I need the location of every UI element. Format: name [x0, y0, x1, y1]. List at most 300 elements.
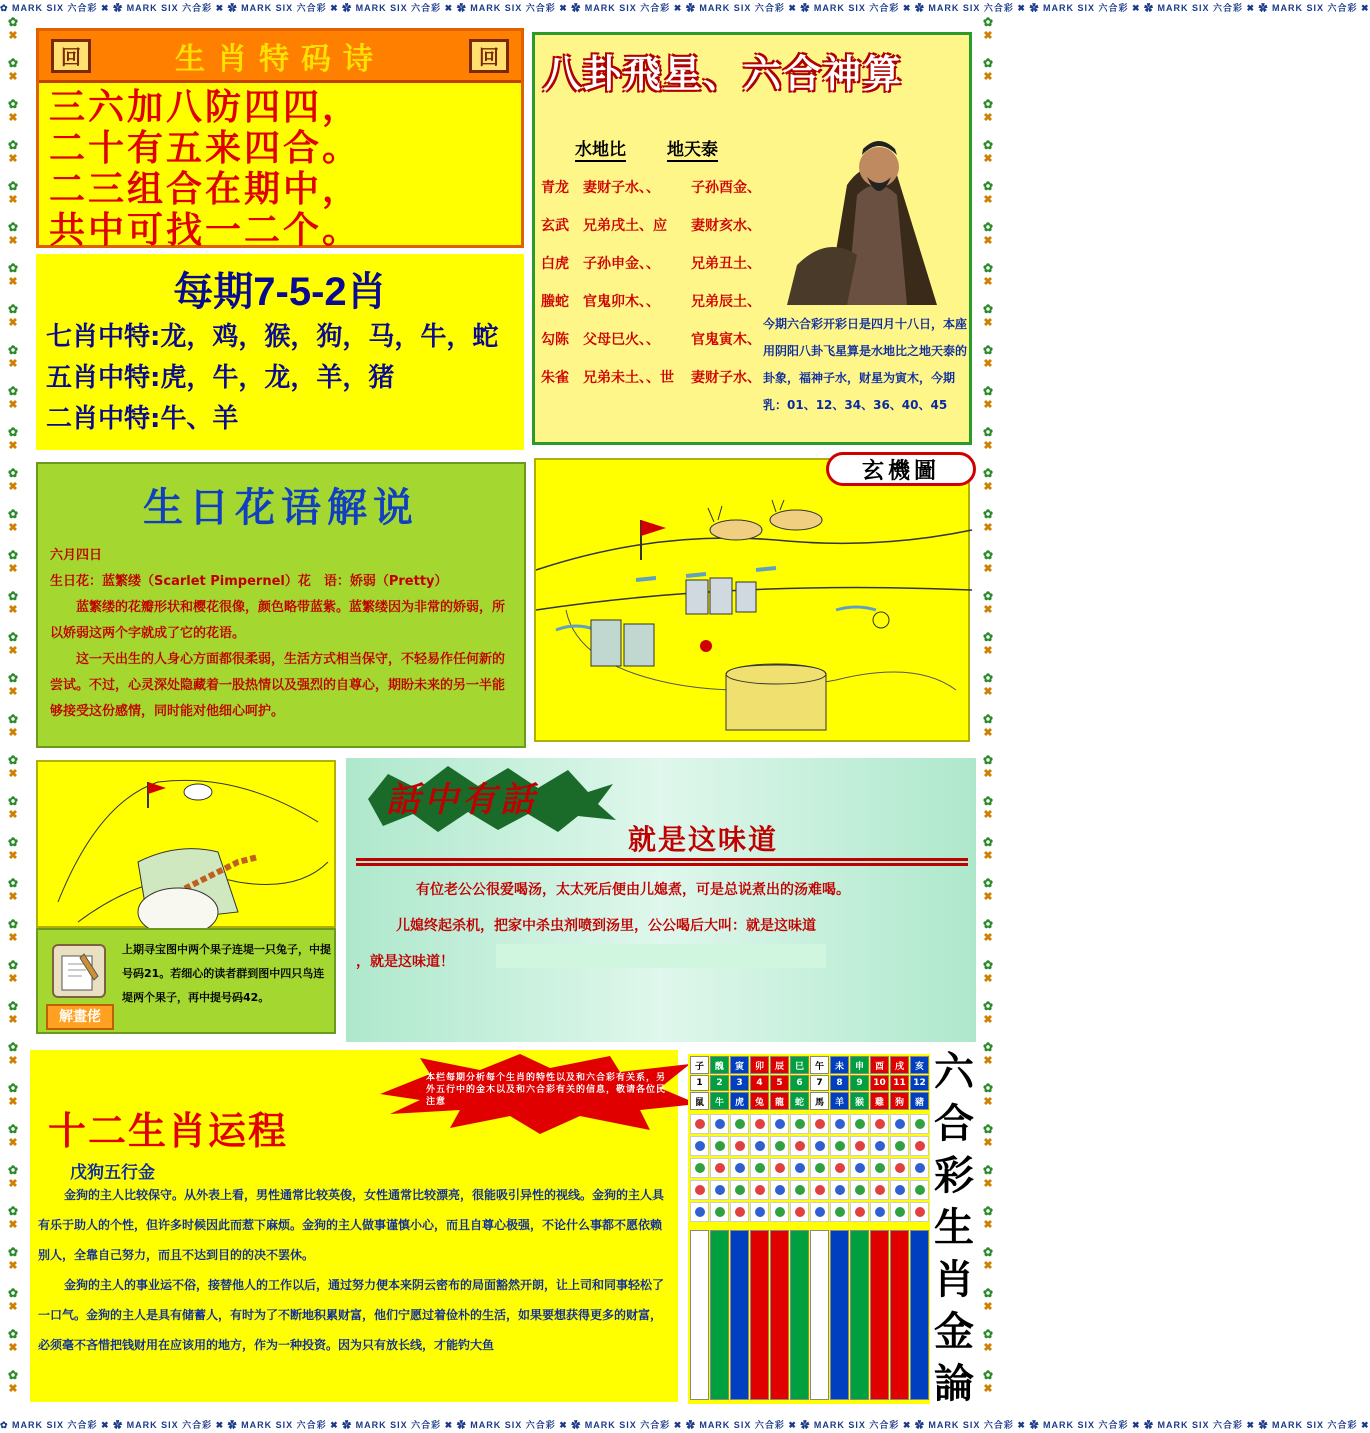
grid-ball-cell: [750, 1158, 769, 1178]
cross-icon: ✖: [8, 932, 18, 944]
cross-icon: ✖: [8, 153, 18, 165]
ball-icon: [855, 1141, 865, 1151]
grid-branch: 醜: [710, 1056, 729, 1074]
bagua-left-cell: 螣蛇 官鬼卯木、、: [541, 294, 660, 310]
zodiac-pick-title: 每期7-5-2肖: [173, 270, 387, 314]
cross-icon: ✖: [983, 768, 993, 780]
grid-ball-cell: [730, 1202, 749, 1222]
zodiac-grid: [688, 1054, 930, 1404]
watermark-bottom: [0, 1417, 1370, 1433]
watermark-left: [0, 16, 26, 1417]
flower-icon: ✿: [7, 179, 19, 193]
ball-icon: [835, 1141, 845, 1151]
flower-icon: ✿: [7, 835, 19, 849]
grid-ball-cell: [830, 1114, 849, 1134]
zodiac-pick-row: 二肖中特:牛、羊: [46, 404, 239, 434]
cross-icon: ✖: [8, 522, 18, 534]
cross-icon: ✖: [983, 1301, 993, 1313]
fortune-text: [38, 1180, 672, 1360]
grid-ball-cell: [910, 1114, 929, 1134]
flower-icon: ✿: [982, 384, 994, 398]
bagua-right-cell: 兄弟辰土、: [691, 294, 761, 310]
cross-icon: ✖: [983, 563, 993, 575]
cross-icon: ✖: [8, 1096, 18, 1108]
grid-animal: 龍: [770, 1092, 789, 1110]
joke-panel: [346, 758, 976, 1042]
cross-icon: ✖: [983, 1055, 993, 1067]
joke-subtitle: 就是这味道: [628, 823, 779, 856]
cross-icon: ✖: [983, 153, 993, 165]
flower-icon: ✿: [982, 507, 994, 521]
poem-header: [39, 31, 521, 83]
flower-icon: ✿: [7, 15, 19, 29]
ball-icon: [795, 1207, 805, 1217]
cross-icon: ✖: [983, 973, 993, 985]
flower-icon: ✿: [982, 548, 994, 562]
bagua-head-right: 地天泰: [667, 135, 718, 162]
cross-icon: ✖: [8, 481, 18, 493]
flower-icon: ✿: [7, 138, 19, 152]
cross-icon: ✖: [8, 112, 18, 124]
cross-icon: ✖: [983, 809, 993, 821]
ball-icon: [855, 1207, 865, 1217]
ball-icon: [695, 1163, 705, 1173]
grid-ball-cell: [830, 1202, 849, 1222]
fortune-subtitle: 戊狗五行金: [70, 1163, 155, 1183]
grid-number: 11: [890, 1075, 909, 1091]
cross-icon: ✖: [983, 1342, 993, 1354]
poem-title: 生肖特码诗: [175, 41, 385, 77]
flower-icon: ✿: [7, 671, 19, 685]
flower-icon: ✿: [7, 589, 19, 603]
grid-ball-cell: [690, 1180, 709, 1200]
flower-icon: ✿: [982, 15, 994, 29]
grid-lower-column: [730, 1230, 749, 1400]
ball-icon: [735, 1119, 745, 1129]
flower-icon: ✿: [982, 630, 994, 644]
cross-icon: ✖: [8, 194, 18, 206]
cross-icon: ✖: [8, 317, 18, 329]
poem-lines: [39, 83, 521, 255]
liuhe-title-char: 合: [934, 1100, 974, 1147]
grid-lower-column: [910, 1230, 929, 1400]
joke-paragraph: ，就是这味道！: [356, 954, 454, 970]
grid-ball-cell: [790, 1180, 809, 1200]
cross-icon: ✖: [983, 1219, 993, 1231]
flower-icon: ✿: [7, 97, 19, 111]
flower-icon: ✿: [7, 712, 19, 726]
grid-ball-cell: [890, 1180, 909, 1200]
flower-icon: ✿: [7, 1245, 19, 1259]
cross-icon: ✖: [8, 358, 18, 370]
grid-ball-cell: [830, 1136, 849, 1156]
grid-ball-cell: [730, 1180, 749, 1200]
puzzle-picture: [534, 458, 970, 742]
cross-icon: ✖: [8, 235, 18, 247]
grid-lower-column: [810, 1230, 829, 1400]
grid-ball-cell: [750, 1202, 769, 1222]
cross-icon: ✖: [983, 891, 993, 903]
ball-icon: [775, 1119, 785, 1129]
grid-ball-cell: [850, 1136, 869, 1156]
grid-ball-cell: [810, 1114, 829, 1134]
ball-icon: [875, 1163, 885, 1173]
cross-icon: ✖: [8, 1137, 18, 1149]
flower-date: 六月四日: [50, 548, 103, 563]
ball-icon: [815, 1141, 825, 1151]
bagua-left-cell: 白虎 子孙申金、、: [541, 256, 660, 272]
flower-icon: ✿: [982, 917, 994, 931]
ball-icon: [815, 1207, 825, 1217]
grid-number: 2: [710, 1075, 729, 1091]
flower-icon: ✿: [982, 343, 994, 357]
flower-icon: ✿: [7, 1163, 19, 1177]
bagua-right-cell: 官鬼寅木、: [691, 332, 761, 348]
grid-ball-cell: [790, 1136, 809, 1156]
grid-number: 12: [910, 1075, 929, 1091]
cross-icon: ✖: [983, 481, 993, 493]
ball-icon: [735, 1141, 745, 1151]
cross-icon: ✖: [8, 1219, 18, 1231]
ball-icon: [755, 1185, 765, 1195]
flower-icon: ✿: [982, 220, 994, 234]
cross-icon: ✖: [983, 235, 993, 247]
grid-ball-cell: [730, 1158, 749, 1178]
grid-number: 10: [870, 1075, 889, 1091]
grid-animal: 馬: [810, 1092, 829, 1110]
ball-icon: [715, 1163, 725, 1173]
grid-ball-cell: [710, 1114, 729, 1134]
ball-icon: [835, 1185, 845, 1195]
flower-icon: ✿: [7, 220, 19, 234]
ball-icon: [915, 1141, 925, 1151]
cross-icon: ✖: [983, 727, 993, 739]
bagua-left-cell: 朱雀 兄弟未土、、世: [541, 370, 674, 386]
flower-icon: ✿: [7, 302, 19, 316]
grid-branch: 子: [690, 1056, 709, 1074]
ball-icon: [775, 1185, 785, 1195]
cross-icon: ✖: [8, 1014, 18, 1026]
ball-icon: [755, 1163, 765, 1173]
grid-branch: 酉: [870, 1056, 889, 1074]
ball-icon: [875, 1207, 885, 1217]
ball-icon: [795, 1141, 805, 1151]
cross-icon: ✖: [983, 30, 993, 42]
ball-icon: [875, 1119, 885, 1129]
flower-icon: ✿: [982, 466, 994, 480]
ball-icon: [815, 1119, 825, 1129]
cross-icon: ✖: [8, 1301, 18, 1313]
ball-icon: [755, 1119, 765, 1129]
grid-ball-cell: [690, 1202, 709, 1222]
poem-panel: [36, 28, 524, 251]
ball-icon: [695, 1119, 705, 1129]
cross-icon: ✖: [983, 686, 993, 698]
grid-lower-column: [750, 1230, 769, 1400]
flower-icon: ✿: [7, 794, 19, 808]
cross-icon: ✖: [983, 194, 993, 206]
cross-icon: ✖: [8, 686, 18, 698]
grid-branch: 寅: [730, 1056, 749, 1074]
cross-icon: ✖: [8, 809, 18, 821]
flower-icon: ✿: [982, 876, 994, 890]
ball-icon: [915, 1163, 925, 1173]
cross-icon: ✖: [8, 1342, 18, 1354]
grid-number: 5: [770, 1075, 789, 1091]
grid-ball-cell: [690, 1158, 709, 1178]
grid-ball-cell: [850, 1158, 869, 1178]
zodiac-fortune-panel: [30, 1050, 678, 1402]
cross-icon: ✖: [983, 1260, 993, 1272]
ball-icon: [735, 1207, 745, 1217]
flower-icon: ✿: [7, 384, 19, 398]
poem-line: 共中可找一二个。: [49, 209, 362, 251]
bagua-title: 八卦飛星、六合神算: [543, 51, 904, 96]
cross-icon: ✖: [983, 440, 993, 452]
flower-icon: ✿: [982, 589, 994, 603]
flower-icon: ✿: [7, 548, 19, 562]
ball-icon: [915, 1119, 925, 1129]
previous-puzzle-drawing: [38, 762, 338, 930]
zodiac-pick-panel: [36, 254, 524, 450]
grid-ball-cell: [770, 1202, 789, 1222]
grid-ball-cell: [690, 1136, 709, 1156]
grid-lower-column: [870, 1230, 889, 1400]
grid-branch: 卯: [750, 1056, 769, 1074]
watermark-top: [0, 0, 1370, 16]
flower-icon: ✿: [7, 917, 19, 931]
poem-line: 二三组合在期中，: [49, 168, 362, 210]
cross-icon: ✖: [8, 71, 18, 83]
ball-icon: [795, 1119, 805, 1129]
grid-ball-cell: [870, 1202, 889, 1222]
grid-branch: 亥: [910, 1056, 929, 1074]
ball-icon: [915, 1185, 925, 1195]
liuhe-title-char: 彩: [934, 1152, 974, 1199]
ball-icon: [835, 1207, 845, 1217]
bagua-right-cell: 妻财亥水、: [691, 218, 761, 234]
flower-icon: ✿: [982, 302, 994, 316]
cross-icon: ✖: [983, 1014, 993, 1026]
flower-icon: ✿: [7, 1368, 19, 1382]
fortune-title: 十二生肖运程: [48, 1109, 289, 1153]
grid-ball-cell: [890, 1114, 909, 1134]
cross-icon: ✖: [983, 1178, 993, 1190]
grid-number: 8: [830, 1075, 849, 1091]
xuanji-badge: 玄機圖: [826, 452, 976, 486]
ball-icon: [895, 1119, 905, 1129]
bagua-left-cell: 玄武 兄弟戌土、应: [541, 218, 667, 234]
flower-icon: ✿: [982, 1040, 994, 1054]
cross-icon: ✖: [8, 1383, 18, 1395]
fortune-burst-text: 本栏每期分析每个生肖的特性以及和六合彩有关系，另外五行中的金木以及和六合彩有关的信息，敬请各位民注意: [426, 1073, 667, 1107]
grid-ball-cell: [710, 1136, 729, 1156]
poem-box-icon: 回: [51, 39, 91, 73]
grid-ball-cell: [790, 1158, 809, 1178]
flower-icon: ✿: [982, 999, 994, 1013]
zodiac-pick-row: 七肖中特:龙，鸡，猴，狗，马，牛，蛇: [46, 322, 499, 352]
poem-line: 二十有五来四合。: [49, 127, 362, 169]
cross-icon: ✖: [8, 1178, 18, 1190]
liuhe-title-char: 論: [934, 1360, 974, 1407]
grid-ball-cell: [870, 1180, 889, 1200]
bagua-right-cell: 兄弟丑土、: [691, 256, 761, 272]
flower-icon: ✿: [982, 753, 994, 767]
puzzle-answer-panel: [36, 928, 336, 1034]
grid-ball-cell: [730, 1136, 749, 1156]
grid-ball-cell: [750, 1114, 769, 1134]
grid-branch: 巳: [790, 1056, 809, 1074]
cross-icon: ✖: [983, 850, 993, 862]
sage-illustration: [767, 115, 967, 315]
grid-lower-column: [830, 1230, 849, 1400]
grid-animal: 虎: [730, 1092, 749, 1110]
ball-icon: [875, 1185, 885, 1195]
previous-puzzle-picture: [36, 760, 336, 928]
grid-ball-cell: [750, 1180, 769, 1200]
flower-title: 生日花语解说: [143, 484, 419, 531]
flower-paragraph: 蓝繁缕的花瓣形状和樱花很像，颜色略带蓝紫。蓝繁缕因为非常的娇弱，所以娇弱这两个字就成了它的花语。: [50, 600, 506, 641]
flower-icon: ✿: [982, 97, 994, 111]
grid-ball-cell: [810, 1158, 829, 1178]
ball-icon: [915, 1207, 925, 1217]
flower-icon: ✿: [982, 835, 994, 849]
flower-icon: ✿: [7, 466, 19, 480]
watermark-strip: ✿ MARK SIX 六合彩 ✖ ✿ MARK SIX 六合彩 ✖ ✿ MARK SIX 六合彩 ✖ ✿ MARK SIX 六合彩 ✖ ✿ MARK SIX 六合彩 ✖ ✿ MARK SIX 六合彩 ✖ ✿ MARK SIX 六合彩 ✖ ✿ MARK SIX 六合彩 ✖ ✿ MARK SIX 六合彩 ✖ ✿ MARK SIX 六合彩 ✖ ✿ MARK SIX 六合彩 ✖ ✿ MARK SIX 六合彩 ✖: [0, 1420, 1370, 1430]
ball-icon: [815, 1163, 825, 1173]
flower-icon: ✿: [7, 753, 19, 767]
grid-ball-cell: [910, 1202, 929, 1222]
ball-icon: [695, 1207, 705, 1217]
flower-icon: ✿: [7, 425, 19, 439]
flower-icon: ✿: [982, 1368, 994, 1382]
grid-ball-cell: [850, 1180, 869, 1200]
grid-ball-cell: [770, 1158, 789, 1178]
grid-lower-column: [790, 1230, 809, 1400]
cross-icon: ✖: [983, 317, 993, 329]
ball-icon: [895, 1163, 905, 1173]
grid-branch: 辰: [770, 1056, 789, 1074]
cross-icon: ✖: [983, 276, 993, 288]
ball-icon: [755, 1141, 765, 1151]
cross-icon: ✖: [983, 932, 993, 944]
grid-branch: 午: [810, 1056, 829, 1074]
grid-ball-cell: [710, 1158, 729, 1178]
cross-icon: ✖: [8, 645, 18, 657]
joke-paragraph: 有位老公公很爱喝汤，太太死后便由儿媳煮，可是总说煮出的汤难喝。: [416, 882, 850, 898]
flower-icon: ✿: [982, 261, 994, 275]
poem-line: 三六加八防四四，: [49, 86, 362, 128]
cross-icon: ✖: [8, 1260, 18, 1272]
grid-number: 9: [850, 1075, 869, 1091]
grid-animal: 猴: [850, 1092, 869, 1110]
ball-icon: [715, 1141, 725, 1151]
flower-icon: ✿: [7, 1122, 19, 1136]
fortune-paragraph: 金狗的主人的事业运不俗，接替他人的工作以后，通过努力便本来阴云密布的局面豁然开朗，让上司和同事轻松了一口气。金狗的主人是具有储蓄人，有时为了不断地积累财富，他们宁愿过着俭朴的生活，如果要想获得更多的财富，必须毫不吝惜把钱财用在应该用的地方，作为一种投资。因为只有放长线，才能钓大鱼: [38, 1278, 665, 1352]
grid-ball-cell: [890, 1158, 909, 1178]
cross-icon: ✖: [983, 71, 993, 83]
grid-lower-column: [890, 1230, 909, 1400]
flower-line1: 生日花：蓝繁缕（Scarlet Pimpernel）花 语：娇弱（Pretty）: [50, 574, 448, 589]
grid-animal: 雞: [870, 1092, 889, 1110]
grid-animal: 豬: [910, 1092, 929, 1110]
grid-lower-column: [850, 1230, 869, 1400]
ball-icon: [715, 1185, 725, 1195]
flower-icon: ✿: [7, 958, 19, 972]
cross-icon: ✖: [983, 522, 993, 534]
grid-animal: 羊: [830, 1092, 849, 1110]
cross-icon: ✖: [8, 30, 18, 42]
cross-icon: ✖: [8, 768, 18, 780]
joke-paragraph: 儿媳终起杀机，把家中杀虫剂喷到汤里，公公喝后大叫：就是这味道: [396, 918, 816, 934]
grid-number: 4: [750, 1075, 769, 1091]
grid-animal: 兔: [750, 1092, 769, 1110]
puzzle-answer-label: 解畫佬: [46, 1004, 114, 1030]
flower-icon: ✿: [982, 56, 994, 70]
grid-number: 1: [690, 1075, 709, 1091]
ball-icon: [695, 1185, 705, 1195]
grid-animal: 牛: [710, 1092, 729, 1110]
puzzle-drawing: [536, 460, 972, 744]
joke-text: [356, 872, 968, 980]
bagua-left-cell: 青龙 妻财子水、、: [541, 180, 660, 196]
ball-icon: [795, 1163, 805, 1173]
flower-icon: ✿: [7, 1327, 19, 1341]
bagua-panel: [532, 32, 972, 445]
flower-icon: ✿: [982, 425, 994, 439]
grid-branch: 戌: [890, 1056, 909, 1074]
grid-ball-cell: [770, 1180, 789, 1200]
bagua-right-cell: 妻财子水、: [691, 370, 761, 386]
flower-paragraph: 这一天出生的人身心方面都很柔弱，生活方式相当保守，不轻易作任何新的尝试。不过，心灵深处隐藏着一股热情以及强烈的自尊心，期盼未来的另一半能够接受这份感情，同时能对他细心呵护。: [50, 652, 506, 719]
grid-animal: 鼠: [690, 1092, 709, 1110]
grid-ball-cell: [830, 1158, 849, 1178]
ball-icon: [775, 1141, 785, 1151]
flower-icon: ✿: [982, 1122, 994, 1136]
ball-icon: [895, 1185, 905, 1195]
liuhe-title-char: 生: [934, 1204, 974, 1251]
grid-ball-cell: [810, 1202, 829, 1222]
bagua-right-cell: 子孙酉金、: [691, 180, 761, 196]
joke-title: 話中有話: [386, 780, 538, 820]
bagua-head-left: 水地比: [575, 135, 626, 162]
ball-icon: [835, 1119, 845, 1129]
flower-icon: ✿: [982, 1163, 994, 1177]
grid-ball-cell: [870, 1114, 889, 1134]
watermark-right: [978, 16, 998, 1417]
cross-icon: ✖: [983, 1137, 993, 1149]
grid-animal: 蛇: [790, 1092, 809, 1110]
poem-box-icon: 回: [469, 39, 509, 73]
grid-branch: 未: [830, 1056, 849, 1074]
flower-icon: ✿: [7, 1204, 19, 1218]
grid-lower-column: [710, 1230, 729, 1400]
cross-icon: ✖: [8, 563, 18, 575]
cross-icon: ✖: [8, 399, 18, 411]
cross-icon: ✖: [8, 276, 18, 288]
cross-icon: ✖: [983, 112, 993, 124]
cross-icon: ✖: [8, 850, 18, 862]
cross-icon: ✖: [983, 399, 993, 411]
liuhe-title-char: 肖: [934, 1256, 974, 1303]
grid-ball-cell: [770, 1114, 789, 1134]
liuhe-title: [930, 1046, 978, 1416]
grid-ball-cell: [810, 1180, 829, 1200]
flower-icon: ✿: [982, 1286, 994, 1300]
bagua-left-cell: 勾陈 父母巳火、、: [541, 332, 660, 348]
grid-number: 6: [790, 1075, 809, 1091]
grid-ball-cell: [890, 1202, 909, 1222]
